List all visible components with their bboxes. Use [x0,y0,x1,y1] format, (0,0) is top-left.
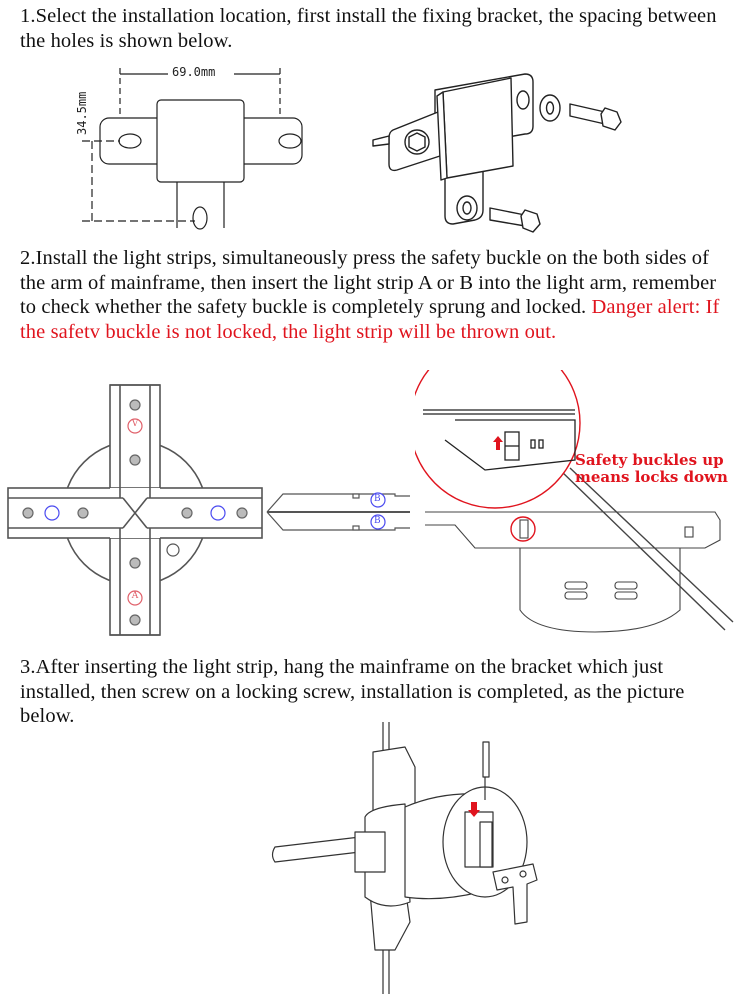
strip-label-1: B [374,494,381,504]
strip-label-2: B [374,516,381,526]
step-3-text: After inserting the light strip, hang the mainframe on the bracket which just installed, then screw on a locking screw, installation is completed, as the picture below. [20,656,685,727]
step-1-number: 1. [20,5,36,27]
width-dimension-label: 69.0mm [172,65,216,79]
step-1-text: Select the installation location, first install the fixing bracket, the spacing between the holes is shown below. [20,5,717,52]
bracket-exploded-view [365,60,625,235]
arm-label-top: V [131,419,139,429]
height-dimension-label: 34.5mm [75,91,89,135]
step-1-instruction [20,4,735,53]
step-2-instruction [20,246,735,344]
arm-label-bottom: A [131,591,139,601]
step-3-number: 3. [20,656,36,678]
step-2-text: Install the light strips, simultaneously press the safety buckle on the both sides of the arm of mainframe, then insert the light strip A or B into the light arm, remember to check whether the safety buckle is completely sprung and locked. [20,247,717,318]
danger-alert: Danger alert: If the safetv buckle is not locked, the light strip will be thrown out. [20,296,720,343]
safety-buckle-detail [415,370,740,645]
step-3-instruction [20,655,735,729]
final-assembly-diagram [265,722,555,994]
step-2-number: 2. [20,247,36,269]
callout-line-2: means locks down [575,468,728,486]
callout-line-1: Safety buckles up [575,451,724,469]
light-strip-diagram [265,488,410,536]
bracket-dimension-drawing [70,58,320,238]
